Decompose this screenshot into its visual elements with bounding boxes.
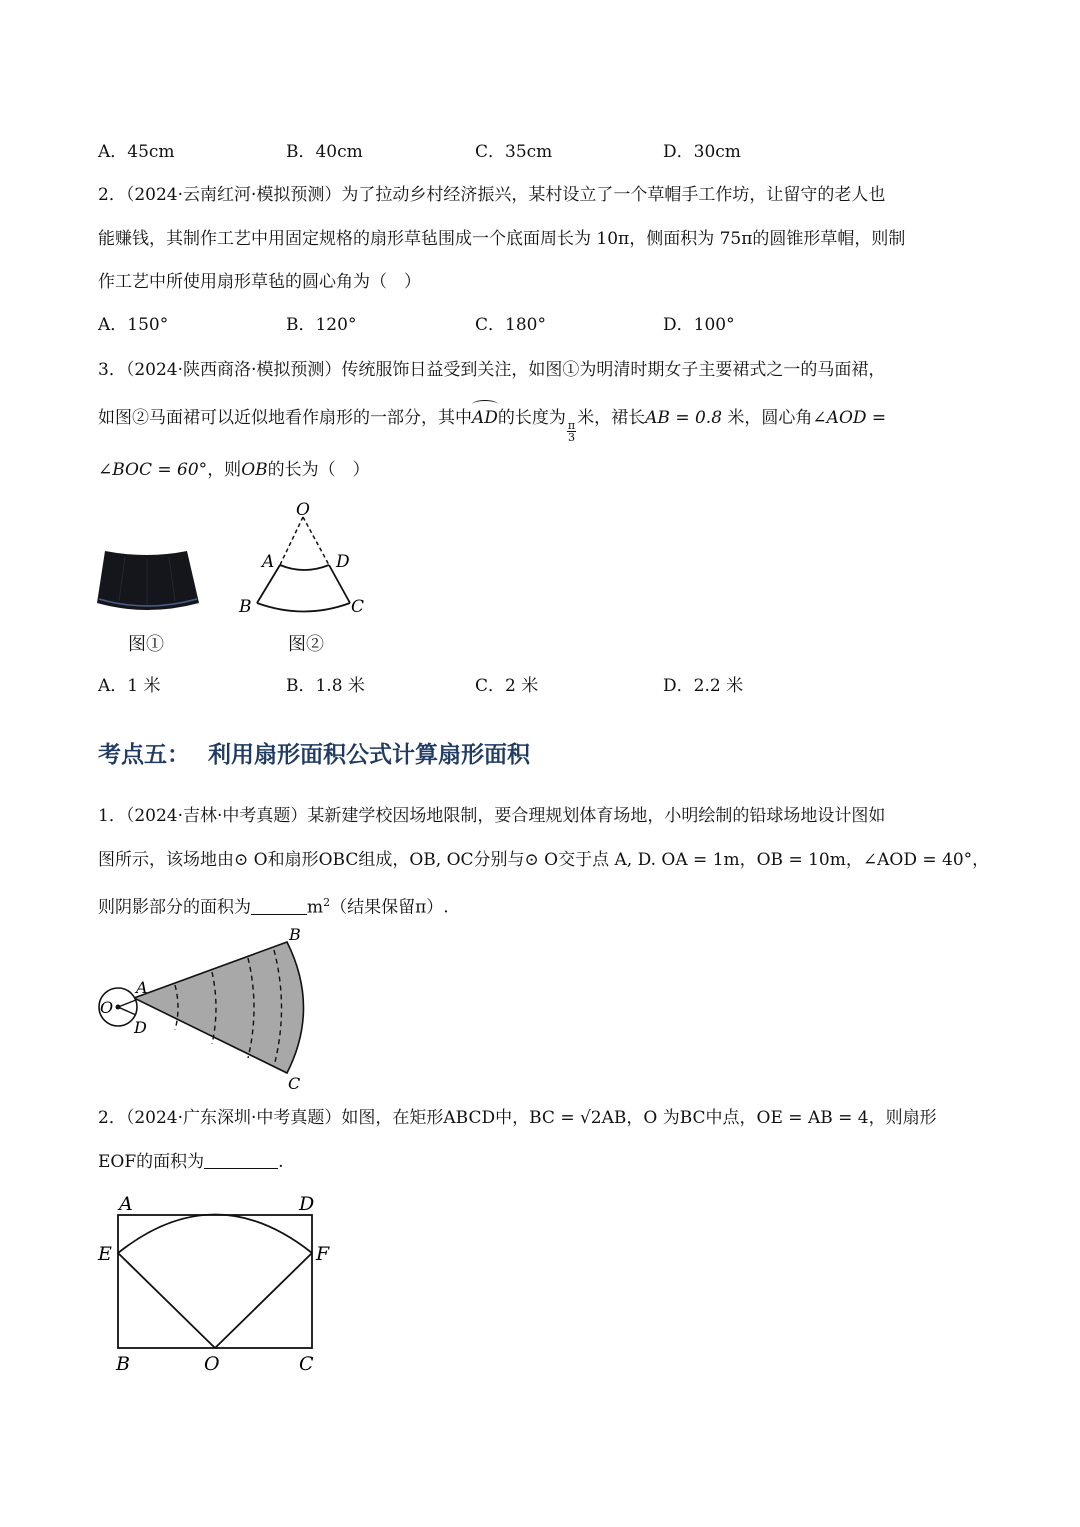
q2-text-line-3: 作工艺中所使用扇形草毡的圆心角为（ ）: [98, 272, 421, 292]
answer-blank-2[interactable]: [204, 1150, 278, 1169]
section-heading: [98, 736, 530, 769]
label-d: D: [299, 1193, 315, 1215]
option-d[interactable]: D．30cm: [663, 142, 741, 162]
q3-option-b[interactable]: B．1.8 米: [286, 676, 365, 696]
label-d: D: [336, 552, 350, 572]
q3-option-a[interactable]: A．1 米: [98, 676, 161, 696]
q3-line2-part-b: 的长度为: [497, 408, 566, 428]
q2-option-b[interactable]: B．120°: [286, 315, 357, 335]
q3-line3-part-c: ，则: [207, 460, 242, 480]
q3-line2-part-e: 米，圆心角∠: [722, 408, 827, 428]
s1-text-line-3: [98, 891, 984, 920]
center-point: [116, 1005, 121, 1010]
label-b: B: [116, 1353, 130, 1375]
label-o: O: [204, 1353, 220, 1375]
q3-line2-part-a: 如图②马面裙可以近似地看作扇形的一部分，其中: [98, 408, 472, 428]
option-a[interactable]: A．45cm: [98, 142, 175, 162]
label-a: A: [119, 1193, 133, 1215]
fraction: [567, 420, 576, 443]
label-f: F: [316, 1243, 330, 1265]
arc-bc-line: [257, 603, 350, 612]
q3-line3-part-e: 的长为（ ）: [267, 460, 370, 480]
q2-option-d[interactable]: D．100°: [663, 315, 735, 335]
s2-line2-part-b: .: [278, 1152, 284, 1172]
shaded-sector: [134, 942, 304, 1073]
q3-text-line-1: 3．（2024·陕西商洛·模拟预测）传统服饰日益受到关注，如图①为明清时期女子主要裙式之一的马面裙，: [98, 360, 886, 380]
q3-line2-part-f: AOD =: [826, 408, 887, 428]
skirt-body: [97, 551, 199, 610]
sector-diagram: [230, 495, 380, 625]
q2-text-line-1: 2．（2024·云南红河·模拟预测）为了拉动乡村经济振兴，某村设立了一个草帽手工作坊，让留守的老人也: [98, 185, 886, 205]
fraction-numerator: π: [567, 419, 576, 432]
s2-text-line-2: [98, 1150, 984, 1174]
shot-put-field-diagram: [90, 920, 320, 1095]
label-b: B: [239, 597, 252, 617]
label-c: C: [288, 1074, 301, 1093]
arc-ef: [118, 1215, 312, 1254]
label-b: B: [289, 925, 301, 944]
label-a: A: [136, 978, 148, 997]
s1-text-line-2: 图所示，该场地由⊙ O和扇形OBC组成，OB, OC分别与⊙ O交于点 A, D. OA = 1m，OB = 10m，∠AOD = 40°，: [98, 850, 990, 870]
figure-1-caption: 图①: [128, 634, 164, 655]
q2-option-a[interactable]: A．150°: [98, 315, 169, 335]
dashed-line-oa: [280, 517, 303, 565]
q2-text-line-2: 能赚钱，其制作工艺中用固定规格的扇形草毡围成一个底面周长为 10π，侧面积为 75π的圆锥形草帽，则制: [98, 229, 906, 249]
skirt-image: [95, 545, 200, 620]
label-o: O: [100, 998, 114, 1017]
q3-line2-part-d: AB = 0.8: [645, 408, 723, 428]
label-c: C: [299, 1353, 314, 1375]
label-a: A: [262, 552, 275, 572]
arc-ad-line: [280, 565, 329, 570]
q3-line3-part-b: BOC = 60°: [112, 460, 208, 480]
label-d: D: [134, 1018, 147, 1037]
q3-line3-part-d: OB: [241, 460, 268, 480]
arc-ad: [472, 406, 498, 430]
q3-line3-part-a: ∠: [98, 460, 113, 480]
line-oe: [118, 1253, 215, 1348]
s1-unit: m: [307, 897, 324, 918]
label-o: O: [296, 500, 310, 520]
figure-2-caption: 图②: [288, 634, 324, 655]
answer-blank-1[interactable]: [251, 896, 307, 915]
s1-text-line-1: 1．（2024·吉林·中考真题）某新建学校因场地限制，要合理规划体育场地，小明绘制的铅球场地设计图如: [98, 806, 886, 826]
q3-text-line-2: [98, 406, 984, 443]
q3-text-line-3: [98, 458, 984, 482]
fraction-denominator: 3: [568, 431, 576, 444]
dashed-line-od: [303, 517, 329, 565]
rectangle-sector-diagram: [92, 1188, 342, 1378]
q2-option-c[interactable]: C．180°: [475, 315, 546, 335]
s1-unit-exponent: 2: [323, 896, 331, 909]
option-c[interactable]: C．35cm: [475, 142, 553, 162]
q3-option-d[interactable]: D．2.2 米: [663, 676, 744, 696]
q3-option-c[interactable]: C．2 米: [475, 676, 539, 696]
arc-mark: [472, 400, 498, 409]
label-c: C: [351, 597, 365, 617]
q3-line2-part-c: 米，裙长: [577, 408, 646, 428]
arc-label: AD: [472, 408, 498, 428]
s1-line3-part-a: 则阴影部分的面积为: [98, 897, 251, 918]
s1-line3-part-b: （结果保留π）.: [330, 897, 449, 918]
s2-text-line-1: 2．（2024·广东深圳·中考真题）如图，在矩形ABCD中，BC = √2AB，O 为BC中点，OE = AB = 4，则扇形: [98, 1108, 937, 1128]
line-of: [215, 1253, 312, 1348]
s2-line2-part-a: EOF的面积为: [98, 1152, 205, 1172]
section-label: 考点五：: [98, 742, 190, 768]
label-e: E: [98, 1243, 112, 1265]
option-b[interactable]: B．40cm: [286, 142, 363, 162]
section-title: 利用扇形面积公式计算扇形面积: [208, 742, 530, 768]
